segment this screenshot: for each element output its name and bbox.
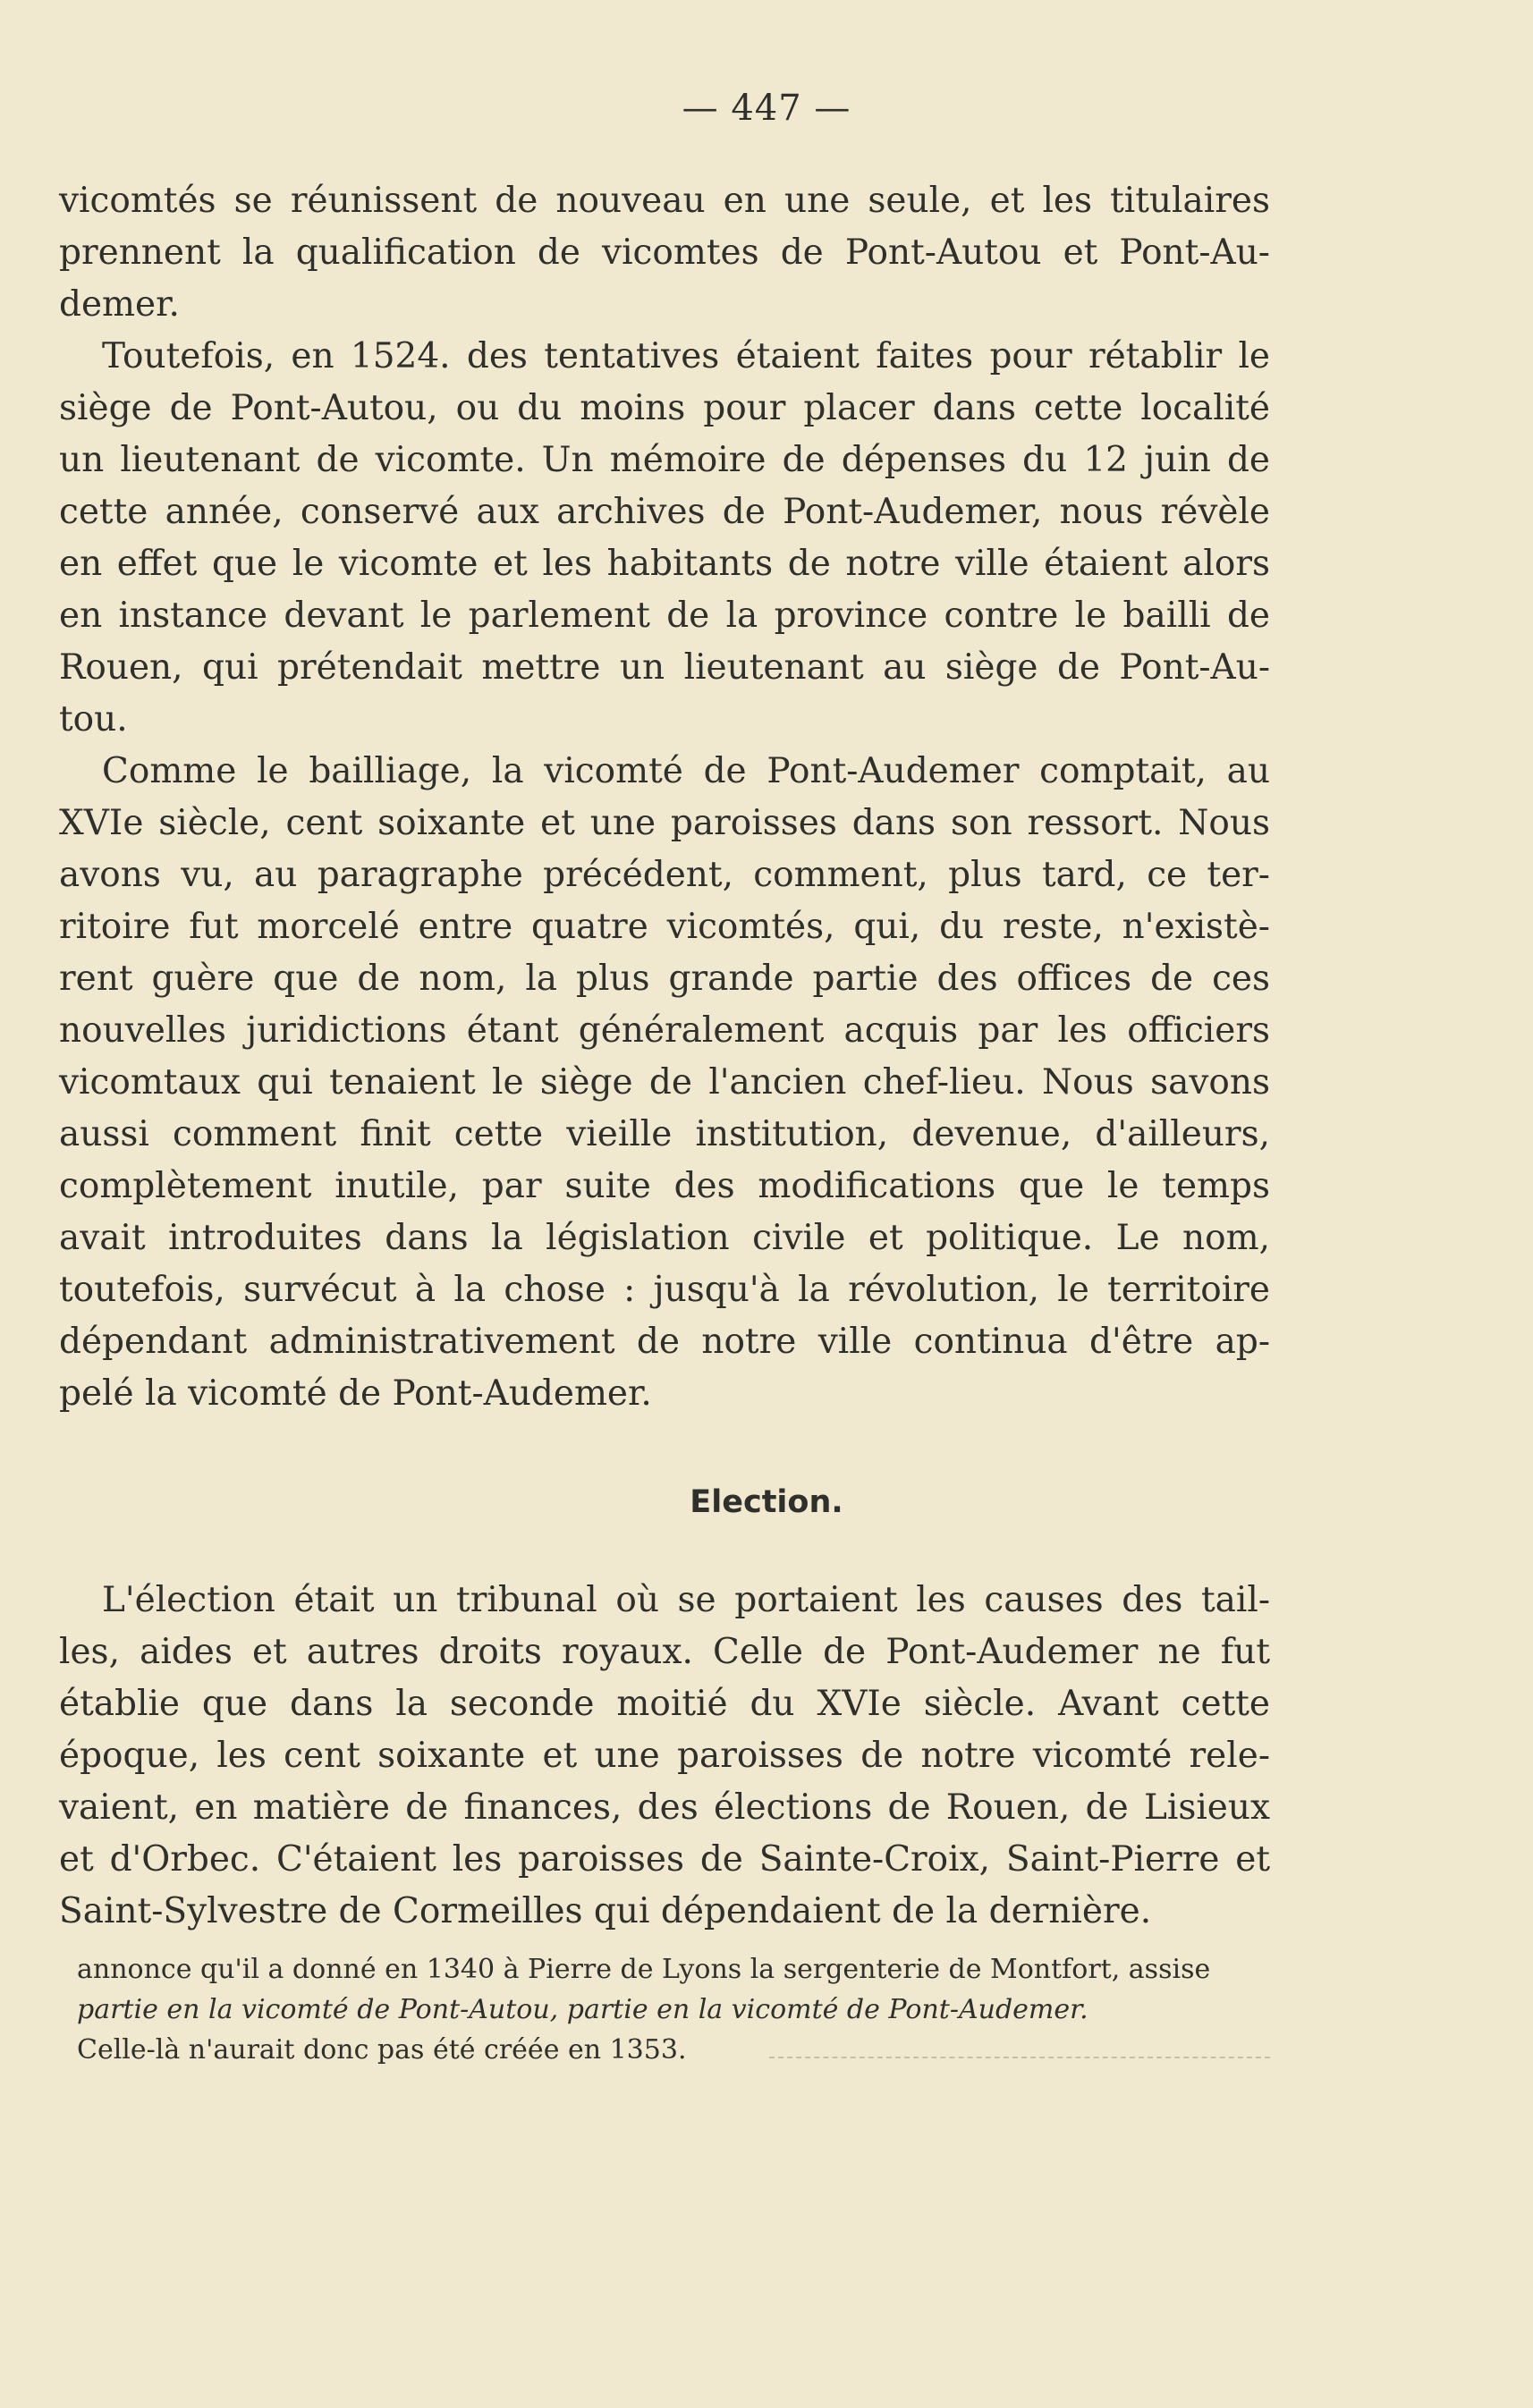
text-line: L'élection était un tribunal où se portaient les causes des tail-	[102, 1580, 1270, 1620]
body-text-upper	[59, 175, 1270, 1420]
text-line: aussi comment finit cette vieille institution, devenue, d'ailleurs,	[59, 1114, 1270, 1154]
text-line: prennent la qualification de vicomtes de Pont-Autou et Pont-Au-	[59, 232, 1270, 273]
text-line: toutefois, survécut à la chose : jusqu'à la révolution, le territoire	[59, 1270, 1270, 1310]
text-line: Saint-Sylvestre de Cormeilles qui dépendaient de la dernière.	[59, 1891, 1152, 1931]
text-line: complètement inutile, par suite des modifications que le temps	[59, 1166, 1270, 1206]
text-line: avait introduites dans la législation civile et politique. Le nom,	[59, 1218, 1270, 1258]
footnote-line: Celle-là n'aurait donc pas été créée en 1353.	[77, 2034, 687, 2066]
text-line: tou.	[59, 699, 128, 739]
footnote-divider	[769, 2057, 1270, 2058]
text-line: nouvelles juridictions étant généralement acquis par les officiers	[59, 1010, 1270, 1051]
body-text-lower	[59, 1575, 1270, 1938]
text-line: pelé la vicomté de Pont-Audemer.	[59, 1373, 652, 1414]
section-heading: Election.	[690, 1484, 843, 1520]
text-line: un lieutenant de vicomte. Un mémoire de dépenses du 12 juin de	[59, 440, 1270, 480]
footnote-line: annonce qu'il a donné en 1340 à Pierre de Lyons la sergenterie de Montfort, assise	[77, 1954, 1211, 1985]
text-line: vicomtaux qui tenaient le siège de l'ancien chef-lieu. Nous savons	[59, 1062, 1270, 1103]
text-line: cette année, conservé aux archives de Pont-Audemer, nous révèle	[59, 492, 1270, 532]
text-line: Rouen, qui prétendait mettre un lieutenant au siège de Pont-Au-	[59, 647, 1270, 688]
text-line: Toutefois, en 1524. des tentatives étaient faites pour rétablir le	[102, 336, 1270, 376]
text-line: dépendant administrativement de notre ville continua d'être ap-	[59, 1322, 1270, 1362]
text-line: rent guère que de nom, la plus grande partie des offices de ces	[59, 959, 1270, 999]
text-line: vaient, en matière de finances, des élections de Rouen, de Lisieux	[59, 1787, 1270, 1828]
text-line: demer.	[59, 284, 180, 325]
text-line: en instance devant le parlement de la province contre le bailli de	[59, 596, 1270, 636]
text-line: en effet que le vicomte et les habitants de notre ville étaient alors	[59, 544, 1270, 584]
text-line: époque, les cent soixante et une paroisses de notre vicomté rele-	[59, 1736, 1270, 1776]
text-line: avons vu, au paragraphe précédent, comment, plus tard, ce ter-	[59, 855, 1270, 895]
text-line: établie que dans la seconde moitié du XVIe siècle. Avant cette	[59, 1684, 1270, 1724]
text-line: XVIe siècle, cent soixante et une paroisses dans son ressort. Nous	[59, 803, 1270, 843]
page-number: — 447 —	[682, 88, 851, 129]
footnote-line: partie en la vicomté de Pont-Autou, partie en la vicomté de Pont-Audemer.	[77, 1994, 1088, 2025]
text-line: vicomtés se réunissent de nouveau en une seule, et les titulaires	[59, 181, 1270, 221]
footnote	[77, 1949, 1270, 2070]
text-line: ritoire fut morcelé entre quatre vicomtés, qui, du reste, n'existè-	[59, 907, 1270, 947]
text-line: les, aides et autres droits royaux. Celle de Pont-Audemer ne fut	[59, 1632, 1270, 1672]
text-line: siège de Pont-Autou, ou du moins pour placer dans cette localité	[59, 388, 1270, 428]
text-line: Comme le bailliage, la vicomté de Pont-Audemer comptait, au	[102, 751, 1270, 791]
text-line: et d'Orbec. C'étaient les paroisses de Sainte-Croix, Saint-Pierre et	[59, 1839, 1270, 1880]
